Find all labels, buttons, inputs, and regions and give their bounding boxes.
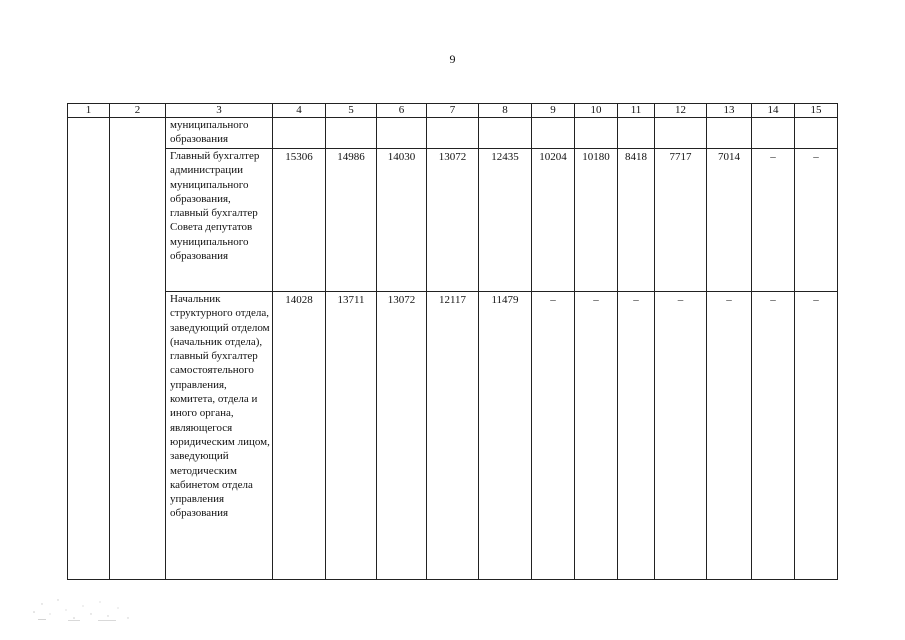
- value-cell: [273, 118, 326, 149]
- value-cell: –: [575, 292, 618, 580]
- column-header: 6: [377, 104, 427, 118]
- column-header: 11: [618, 104, 655, 118]
- value-cell: 10180: [575, 149, 618, 292]
- scan-noise: [28, 592, 138, 622]
- column-header: 7: [427, 104, 479, 118]
- column-header: 3: [166, 104, 273, 118]
- column-header: 4: [273, 104, 326, 118]
- value-cell: [795, 118, 838, 149]
- value-cell: –: [795, 149, 838, 292]
- value-cell: –: [532, 292, 575, 580]
- column-header: 5: [326, 104, 377, 118]
- column-header: 2: [110, 104, 166, 118]
- value-cell: –: [655, 292, 707, 580]
- value-cell: [655, 118, 707, 149]
- value-cell: [326, 118, 377, 149]
- salary-table: [67, 103, 838, 580]
- value-cell: 13711: [326, 292, 377, 580]
- value-cell: [532, 118, 575, 149]
- position-cell: муниципального образования: [166, 118, 273, 149]
- value-cell: 12117: [427, 292, 479, 580]
- column-header: 13: [707, 104, 752, 118]
- value-cell: –: [752, 149, 795, 292]
- value-cell: [377, 118, 427, 149]
- position-cell: Начальник структурного отдела, заведующий отделом (начальник отдела), главный бухгалтер самостоятельного управления, комитета, отдела и иного органа, являющегося юридическим лицом, заведующий методическим кабинетом отдела управления образования: [166, 292, 273, 580]
- value-cell: 13072: [377, 292, 427, 580]
- value-cell: 14986: [326, 149, 377, 292]
- table-row: [68, 118, 838, 149]
- position-cell: Главный бухгалтер администрации муниципального образования, главный бухгалтер Совета депутатов муниципального образования: [166, 149, 273, 292]
- column-header: 12: [655, 104, 707, 118]
- value-cell: [707, 118, 752, 149]
- column-header: 14: [752, 104, 795, 118]
- value-cell: –: [752, 292, 795, 580]
- value-cell: –: [707, 292, 752, 580]
- value-cell: 15306: [273, 149, 326, 292]
- value-cell: [618, 118, 655, 149]
- value-cell: 11479: [479, 292, 532, 580]
- value-cell: [575, 118, 618, 149]
- value-cell: [479, 118, 532, 149]
- value-cell: –: [618, 292, 655, 580]
- column-header: 10: [575, 104, 618, 118]
- table-row: [68, 292, 838, 580]
- value-cell: [752, 118, 795, 149]
- value-cell: 7717: [655, 149, 707, 292]
- value-cell: 8418: [618, 149, 655, 292]
- value-cell: 10204: [532, 149, 575, 292]
- column-header: 8: [479, 104, 532, 118]
- value-cell: 14030: [377, 149, 427, 292]
- column-2-cell: [110, 118, 166, 580]
- value-cell: 13072: [427, 149, 479, 292]
- value-cell: 14028: [273, 292, 326, 580]
- column-header: 1: [68, 104, 110, 118]
- column-1-cell: [68, 118, 110, 580]
- column-header: 15: [795, 104, 838, 118]
- header-row: [68, 104, 838, 118]
- value-cell: 7014: [707, 149, 752, 292]
- value-cell: [427, 118, 479, 149]
- column-header: 9: [532, 104, 575, 118]
- value-cell: –: [795, 292, 838, 580]
- table-row: [68, 149, 838, 292]
- page-number: 9: [449, 52, 456, 66]
- value-cell: 12435: [479, 149, 532, 292]
